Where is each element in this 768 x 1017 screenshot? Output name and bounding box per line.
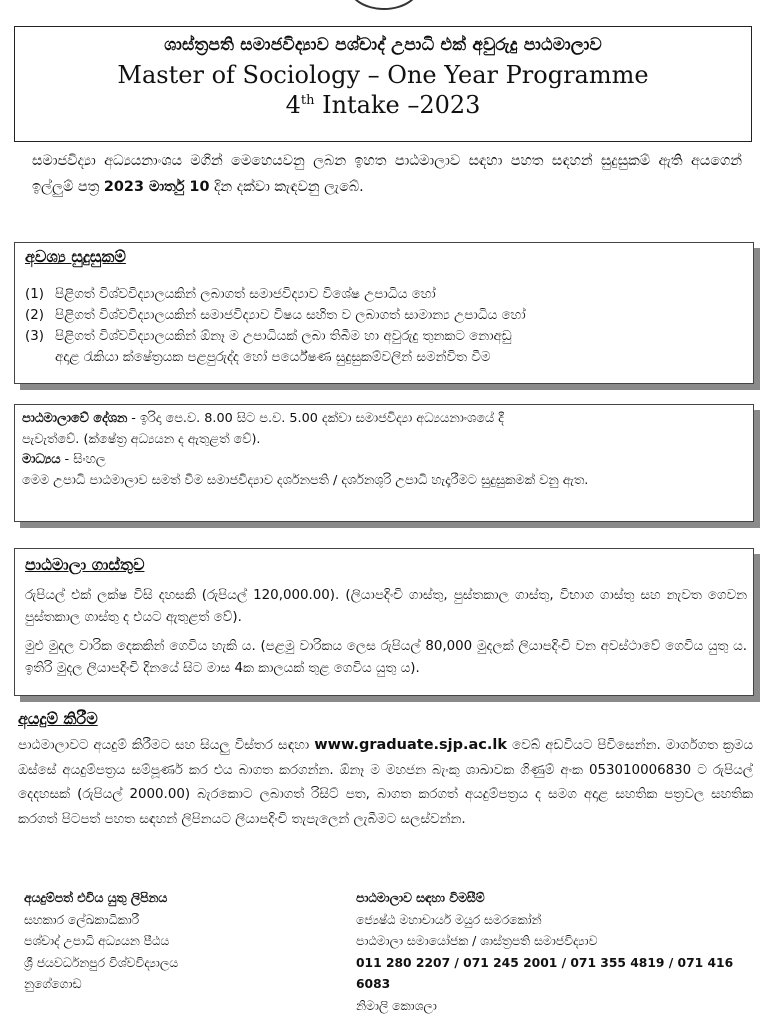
website-link[interactable]: www.graduate.sjp.ac.lk (314, 737, 507, 753)
lectures-box (14, 404, 754, 522)
apply-text-1: පාඨමාලාවට අයදුම් කිරීමට සහ සියලු විස්තර සඳහා (18, 738, 314, 753)
lectures-line (22, 409, 744, 430)
requirements-heading: අවශ්‍ය සුදුසුකම් (25, 247, 126, 267)
requirement-text-continued: අදාළ රැකියා ක්ෂේත්‍රයක පළපුරුද්ද හෝ පර්යේෂණ සුදුසුකම්වලින් සමන්විත වීම (25, 347, 745, 368)
inquiries-block (356, 888, 758, 1017)
inquiries-line: පාඨමාලා සමායෝජක / ශාස්ත්‍රපති සමාජවිද්‍යාව (356, 931, 758, 953)
address-heading: අයදුම්පත් එවිය යුතු ලිපිනය (24, 888, 344, 910)
requirements-box (14, 242, 754, 384)
requirements-list (25, 284, 745, 368)
requirement-item (25, 326, 745, 347)
inquiries-heading: පාඨමාලාව සඳහා විමසීම් (356, 888, 758, 910)
lectures-text: - ඉරිදා පෙ.ව. 8.00 සිට ප.ව. 5.00 දක්වා සමාජවිද්‍යා අධ්‍යයනාංශයේ දී (127, 411, 504, 426)
intake-title (15, 91, 751, 119)
fees-heading: පාඨමාලා ගාස්තුව (25, 555, 144, 575)
lectures-text-2: පැවැත්වේ. (ක්ෂේත්‍ර අධ්‍යයන ද ඇතුළත් වේ). (22, 430, 744, 451)
requirement-number: (2) (25, 305, 55, 326)
title-sinhala: ශාස්ත්‍රපති සමාජවිද්‍යාව පශ්චාද් උපාධි එක් අවුරුදු පාඨමාලාව (15, 35, 751, 55)
intro-text-1: සමාජවිද්‍යා අධ්‍යයනාංශය මගින් මෙහෙයවනු ලබන ඉහත පාඨමාලාව සඳහා පහත සඳහන් සුදුසුකම් ඇති අයගෙන් ඉල්ලුම් පත්‍ර (32, 153, 742, 195)
apply-paragraph (18, 733, 753, 832)
lectures-label: පාඨමාලාවේ දේශන (22, 411, 127, 426)
intro-deadline: 2023 මාර්තු 10 (104, 179, 210, 195)
requirement-text: පිළිගත් විශ්වවිද්‍යාලයකින් ලබාගත් සමාජවිද්‍යාව විශේෂ උපාධිය හෝ (55, 284, 745, 305)
fees-paragraph-2: මුළු මුදල වාරික දෙකකින් ගෙවිය හැකි ය. (පළමු වාරිකය ලෙස රුපියල් 80,000 මුදලක් ලියාපදිංචි වන අවස්ථාවේ ගෙවිය යුතු ය. ඉතිරි මුදල ලියාපදිංචි දිනයේ සිට මාස 4ක කාලයක් තුළ ගෙවිය යුතු ය). (25, 636, 747, 679)
fees-paragraph-1: රුපියල් එක් ලක්ෂ විසි දහසකි (රුපියල් 120,000.00). (ලියාපදිංචි ගාස්තු, පුස්තකාල ගාස්තු, විභාග ගාස්තු සහ නැවත ගෙවන පුස්තකාල ගාස්තු ද එයට ඇතුළත් වේ). (25, 585, 747, 628)
lectures-body (22, 409, 744, 491)
fees-box (14, 548, 754, 696)
intake-rest: Intake –2023 (314, 91, 480, 119)
address-line: පශ්චාද් උපාධි අධ්‍යයන පීඨය (24, 931, 344, 953)
inquiries-line: නිමාලි කොශලා (356, 996, 758, 1017)
university-logo (348, 0, 420, 10)
address-line: නුගේගොඩ (24, 974, 344, 996)
requirement-item (25, 305, 745, 326)
title-english: Master of Sociology – One Year Programme (15, 61, 751, 89)
title-box (14, 26, 752, 142)
address-line: ශ්‍රී ජයවර්ධනපුර විශ්වවිද්‍යාලය (24, 953, 344, 975)
medium-label: මාධ්‍යය (22, 452, 60, 467)
intake-number: 4 (286, 91, 301, 119)
apply-heading: අයදුම් කිරීම (18, 709, 98, 729)
medium-line (22, 450, 744, 471)
lectures-note: මෙම උපාධි පාඨමාලාව සමත් වීම සමාජවිද්‍යාව දර්ශනපති / දර්ශනශූරි උපාධි හැදෑරීමට සුදුසුකමක් වනු ඇත. (22, 471, 744, 492)
intro-paragraph (32, 148, 742, 200)
requirement-item (25, 284, 745, 305)
requirement-number: (1) (25, 284, 55, 305)
requirement-number: (3) (25, 326, 55, 347)
apply-text-2: වෙබ් අඩවියට පිවිසෙන්න. මාර්ගගත ක්‍රමය ඔස්සේ අයදුම්පත්‍රය සම්පූර්ණ කර එය බාගත කරගන්න. ඕනෑ ම මහජන බැංකු ශාඛාවක ගිණුම් අංක 053010006830 ට රුපියල් දෙදහසක් (රුපියල් 2000.00) බැරකොට ලබාගත් රිසිට් පත, බාගත කරගත් අයදුම්පත්‍රය ද සමග අදාළ සහතික පත්‍රවල සහතික කරගත් පිටපත් පහත සඳහන් ලිපිනයට ලියාපදිංචි තැපැලෙන් ලැබීමට සලස්වන්න. (18, 738, 753, 827)
address-line: සහකාර ලේඛකාධිකාරී (24, 910, 344, 932)
intro-text-2: දින දක්වා කැඳවනු ලැබේ. (214, 179, 364, 195)
fees-body (25, 585, 747, 687)
address-block (24, 888, 344, 996)
medium-value: - සිංහල (60, 452, 105, 467)
inquiries-line: ජ්‍යෙෂ්ඨ මහාචාර්ය මයුර සමරකෝන් (356, 910, 758, 932)
requirement-text: පිළිගත් විශ්වවිද්‍යාලයකින් ඕනෑ ම උපාධියක් ලබා තිබීම හා අවුරුදු තුනකට නොඅඩු (55, 326, 745, 347)
inquiries-phone-numbers: 011 280 2207 / 071 245 2001 / 071 355 4819 / 071 416 6083 (356, 953, 758, 996)
requirement-text: පිළිගත් විශ්වවිද්‍යාලයකින් සමාජවිද්‍යාව විෂය සහිත ව ලබාගත් සාමාන්‍ය උපාධිය හෝ (55, 305, 745, 326)
intake-suffix: th (301, 93, 315, 108)
